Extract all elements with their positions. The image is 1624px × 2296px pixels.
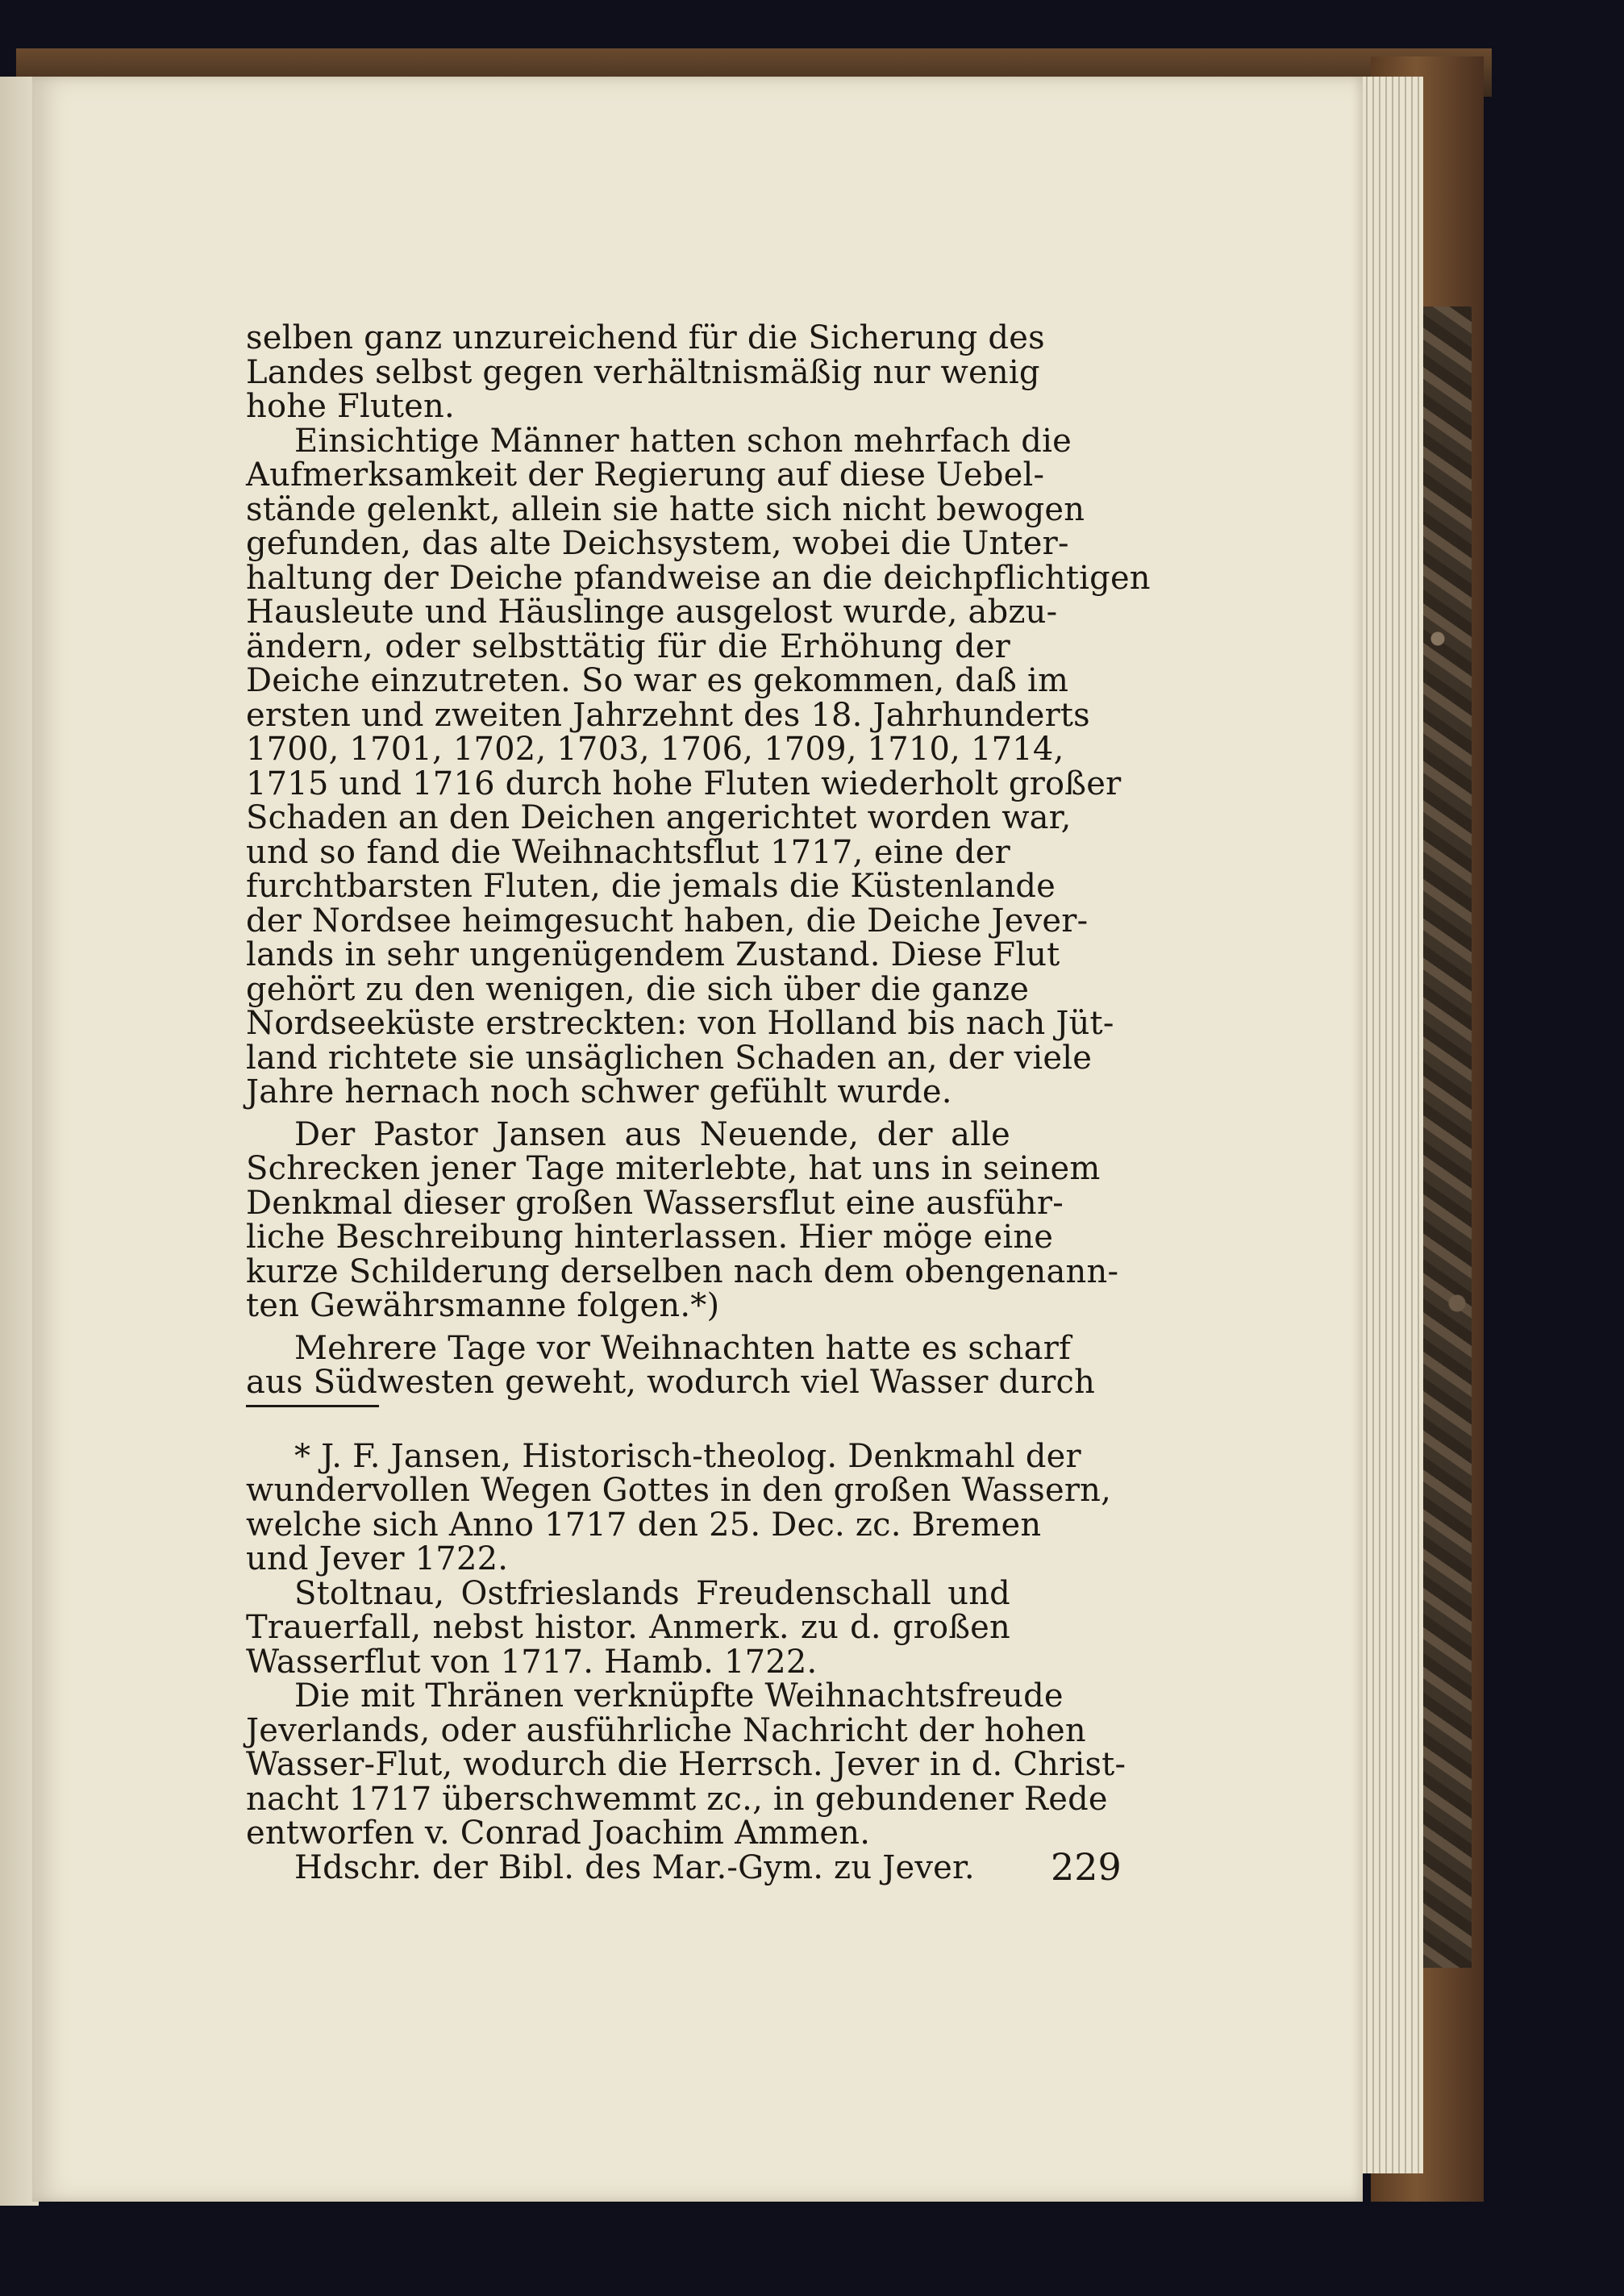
text-line: Der Pastor Jansen aus Neuende, der alle: [294, 1115, 1010, 1153]
text-line: lands in sehr ungenügendem Zustand. Diese Flut: [246, 936, 1060, 973]
text-line: selben ganz unzureichend für die Sicherung des: [246, 319, 1045, 356]
text-line: gehört zu den wenigen, die sich über die ganze: [246, 970, 1030, 1008]
text-line: liche Beschreibung hinterlassen. Hier möge eine: [246, 1219, 1054, 1256]
text-line: Nordseeküste erstreckten: von Holland bis nach Jüt-: [246, 1005, 1114, 1042]
text-line: haltung der Deiche pfandweise an die deichpflichtigen: [246, 559, 1151, 597]
text-line: ändern, oder selbsttätig für die Erhöhung der: [246, 627, 1010, 665]
text-line: furchtbarsten Fluten, die jemals die Küstenlande: [246, 868, 1056, 905]
text-line: kurze Schilderung derselben nach dem obengenann-: [246, 1252, 1119, 1290]
marbled-cover-edge: [1423, 306, 1472, 1968]
footnote-line: welche sich Anno 1717 den 25. Dec. zc. Bremen: [246, 1506, 1042, 1544]
page-number: 229: [1051, 1845, 1122, 1889]
footnote-line: * J. F. Jansen, Historisch-theolog. Denkmahl der: [294, 1437, 1081, 1475]
footnote-line: Stoltnau, Ostfrieslands Freudenschall und: [294, 1574, 1010, 1612]
footnote-line: Die mit Thränen verknüpfte Weihnachtsfreude: [294, 1677, 1064, 1715]
text-line: Landes selbst gegen verhältnismäßig nur wenig: [246, 353, 1040, 391]
text-line: 1700, 1701, 1702, 1703, 1706, 1709, 1710, 1714,: [246, 731, 1064, 768]
footnote-line: wundervollen Wegen Gottes in den großen Wassern,: [246, 1472, 1112, 1509]
footnote-line: Wasser-Flut, wodurch die Herrsch. Jever in d. Christ-: [246, 1746, 1126, 1783]
text-line: und so fand die Weihnachtsflut 1717, eine der: [246, 833, 1010, 871]
text-line: der Nordsee heimgesucht haben, die Deiche Jever-: [246, 902, 1089, 940]
text-line: Jahre hernach noch schwer gefühlt wurde.: [246, 1073, 952, 1110]
text-line: Deiche einzutreten. So war es gekommen, daß im: [246, 662, 1069, 699]
footnote-line: Trauerfall, nebst histor. Anmerk. zu d. großen: [246, 1609, 1010, 1646]
footnote-line: Wasserflut von 1717. Hamb. 1722.: [246, 1643, 818, 1681]
text-line: ten Gewährsmanne folgen.*): [246, 1287, 720, 1324]
text-line: stände gelenkt, allein sie hatte sich nicht bewogen: [246, 490, 1085, 528]
footnote-line: Hdschr. der Bibl. des Mar.-Gym. zu Jever.: [294, 1848, 975, 1886]
text-line: Hausleute und Häuslinge ausgelost wurde, abzu-: [246, 594, 1058, 631]
text-line: Einsichtige Männer hatten schon mehrfach die: [294, 422, 1072, 460]
text-line: hohe Fluten.: [246, 388, 455, 425]
text-line: Aufmerksamkeit der Regierung auf diese Uebel-: [246, 456, 1045, 494]
footnote-line: und Jever 1722.: [246, 1540, 509, 1577]
footnote-line: entworfen v. Conrad Joachim Ammen.: [246, 1815, 871, 1852]
text-line: Mehrere Tage vor Weihnachten hatte es scharf: [294, 1329, 1072, 1367]
text-line: 1715 und 1716 durch hohe Fluten wiederholt großer: [246, 765, 1122, 802]
text-line: Denkmal dieser großen Wassersflut eine ausführ-: [246, 1184, 1064, 1222]
text-line: Schrecken jener Tage miterlebte, hat uns in seinem: [246, 1150, 1101, 1187]
text-line: gefunden, das alte Deichsystem, wobei die Unter-: [246, 525, 1069, 562]
footnote-line: nacht 1717 überschwemmt zc., in gebundener Rede: [246, 1780, 1108, 1818]
text-line: land richtete sie unsäglichen Schaden an, der viele: [246, 1039, 1093, 1077]
text-line: Schaden an den Deichen angerichtet worden war,: [246, 799, 1072, 836]
text-line: aus Südwesten geweht, wodurch viel Wasser durch: [246, 1364, 1096, 1401]
text-line: ersten und zweiten Jahrzehnt des 18. Jahrhunderts: [246, 696, 1090, 734]
footnote-line: Jeverlands, oder ausführliche Nachricht der hohen: [246, 1711, 1086, 1749]
page-edges: [1355, 77, 1423, 2173]
footnote-rule: [246, 1405, 379, 1407]
